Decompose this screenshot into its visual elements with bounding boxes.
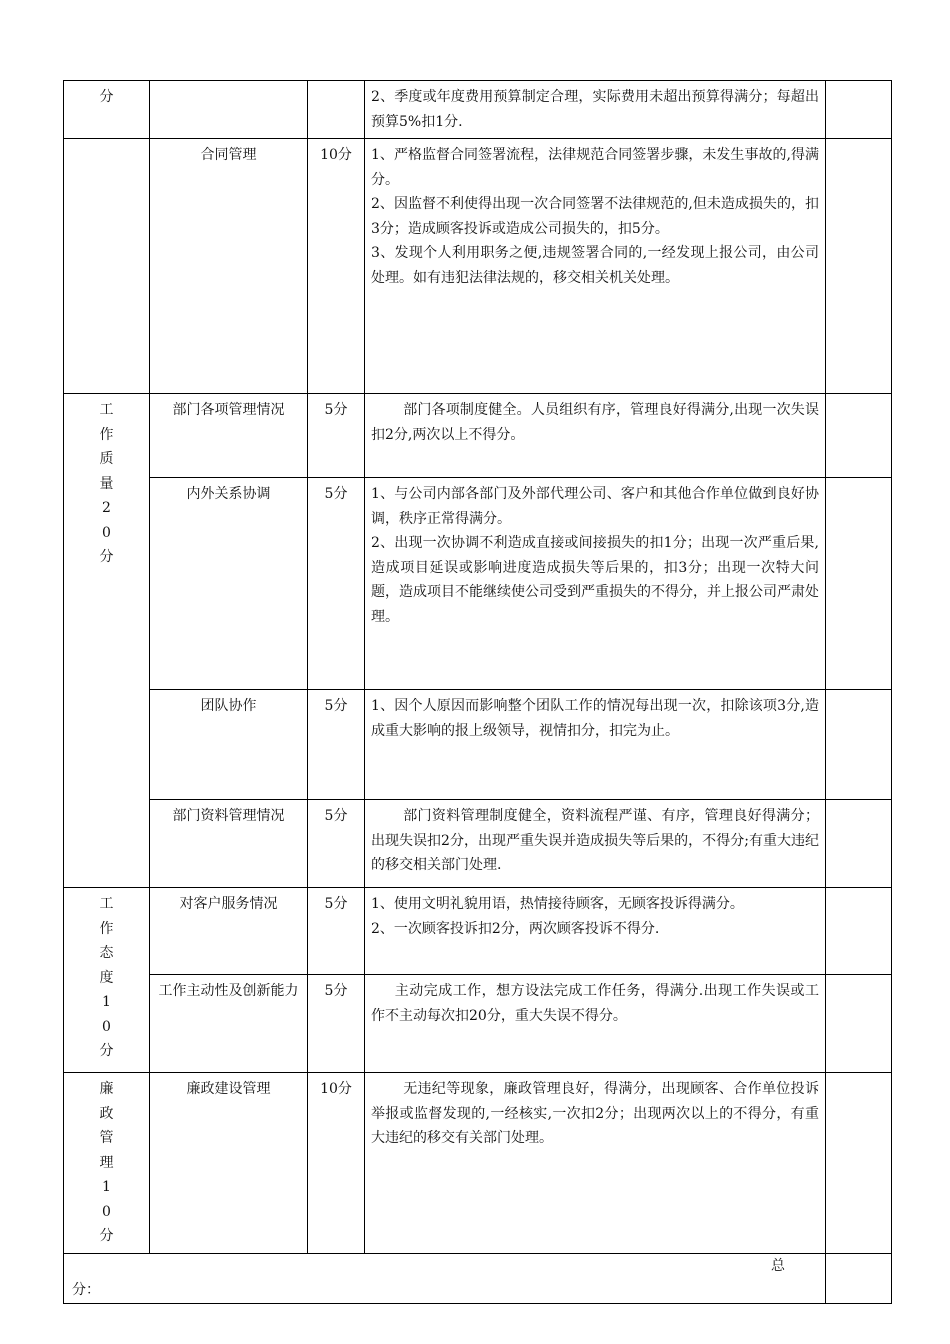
score-cell: 10分 [308, 1073, 365, 1254]
result-cell[interactable] [826, 975, 892, 1073]
item-cell: 合同管理 [150, 139, 308, 394]
criteria-cell [365, 394, 826, 478]
item-cell: 廉政建设管理 [150, 1073, 308, 1254]
table-row [64, 394, 892, 478]
criteria-line: 无违纪等现象，廉政管理良好，得满分，出现顾客、合作单位投诉举报或监督发现的,一经核实,一次扣2分；出现两次以上的不得分，有重大违纪的移交有关部门处理。 [371, 1081, 819, 1146]
item-cell: 部门各项管理情况 [150, 394, 308, 478]
table-row [64, 1073, 892, 1254]
criteria-line: 2、一次顾客投诉扣2分，两次顾客投诉不得分. [371, 920, 660, 937]
criteria-line: 2、出现一次协调不利造成直接或间接损失的扣1分；出现一次严重后果,造成项目延误或影响进度造成损失等后果的，扣3分；出现一次特大问题，造成项目不能继续使公司受到严重损失的不得分，并上报公司严肃处理。 [371, 535, 819, 625]
item-cell: 部门资料管理情况 [150, 800, 308, 888]
table-row [64, 690, 892, 800]
score-cell: 5分 [308, 888, 365, 975]
total-label-part2: 分： [72, 1281, 100, 1298]
table-row [64, 800, 892, 888]
score-cell: 5分 [308, 690, 365, 800]
score-cell: 5分 [308, 975, 365, 1073]
score-cell: 5分 [308, 394, 365, 478]
total-row [64, 1253, 892, 1303]
assessment-table [63, 80, 892, 1304]
table-row [64, 975, 892, 1073]
item-cell: 工作主动性及创新能力 [150, 975, 308, 1073]
criteria-cell [365, 1073, 826, 1254]
result-cell[interactable] [826, 478, 892, 690]
result-cell[interactable] [826, 690, 892, 800]
score-cell: 5分 [308, 800, 365, 888]
total-label-part1: 总 [771, 1257, 785, 1274]
category-cell [64, 139, 150, 394]
criteria-line: 3、发现个人利用职务之便,违规签署合同的,一经发现上报公司，由公司处理。如有违犯法律法规的，移交相关机关处理。 [371, 245, 819, 286]
score-cell: 10分 [308, 139, 365, 394]
criteria-cell [365, 888, 826, 975]
criteria-cell [365, 478, 826, 690]
score-cell [308, 81, 365, 139]
category-label: 工作态度10分 [99, 896, 114, 1059]
item-cell: 内外关系协调 [150, 478, 308, 690]
category-label: 分 [99, 89, 114, 105]
criteria-line: 2、因监督不利使得出现一次合同签署不法律规范的,但未造成损失的，扣3分；造成顾客投诉或造成公司损失的，扣5分。 [371, 196, 819, 237]
criteria-line: 1、使用文明礼貌用语，热情接待顾客，无顾客投诉得满分。 [371, 896, 744, 912]
table-row [64, 139, 892, 394]
category-label: 廉政管理10分 [99, 1081, 114, 1244]
item-cell: 对客户服务情况 [150, 888, 308, 975]
criteria-line: 主动完成工作，想方设法完成工作任务，得满分.出现工作失误或工作不主动每次扣20分，重大失误不得分。 [371, 983, 819, 1024]
criteria-line: 1、与公司内部各部门及外部代理公司、客户和其他合作单位做到良好协调，秩序正常得满分。 [371, 486, 819, 527]
total-score-cell[interactable] [826, 1253, 892, 1303]
category-cell [64, 888, 150, 1073]
result-cell[interactable] [826, 800, 892, 888]
table-row [64, 81, 892, 139]
criteria-line: 部门各项制度健全。人员组织有序，管理良好得满分,出现一次失误扣2分,两次以上不得分。 [371, 402, 819, 443]
result-cell[interactable] [826, 394, 892, 478]
criteria-line: 1、因个人原因而影响整个团队工作的情况每出现一次，扣除该项3分,造成重大影响的报上级领导，视情扣分，扣完为止。 [371, 698, 819, 739]
criteria-line: 2、季度或年度费用预算制定合理，实际费用未超出预算得满分；每超出预算5%扣1分. [371, 89, 819, 130]
table-row [64, 478, 892, 690]
criteria-line: 部门资料管理制度健全，资料流程严谨、有序，管理良好得满分；出现失误扣2分，出现严重失误并造成损失等后果的，不得分;有重大违纪的移交相关部门处理. [371, 808, 819, 873]
criteria-cell [365, 139, 826, 394]
category-cell [64, 394, 150, 888]
criteria-cell [365, 690, 826, 800]
criteria-cell [365, 975, 826, 1073]
result-cell[interactable] [826, 888, 892, 975]
result-cell[interactable] [826, 81, 892, 139]
criteria-cell [365, 800, 826, 888]
score-cell: 5分 [308, 478, 365, 690]
total-label-cell [64, 1253, 826, 1303]
result-cell[interactable] [826, 139, 892, 394]
item-cell [150, 81, 308, 139]
result-cell[interactable] [826, 1073, 892, 1254]
criteria-line: 1、严格监督合同签署流程，法律规范合同签署步骤，未发生事故的,得满分。 [371, 147, 819, 188]
item-cell: 团队协作 [150, 690, 308, 800]
criteria-cell [365, 81, 826, 139]
category-cell [64, 81, 150, 139]
category-label: 工作质量20分 [99, 402, 114, 565]
category-cell [64, 1073, 150, 1254]
table-row [64, 888, 892, 975]
